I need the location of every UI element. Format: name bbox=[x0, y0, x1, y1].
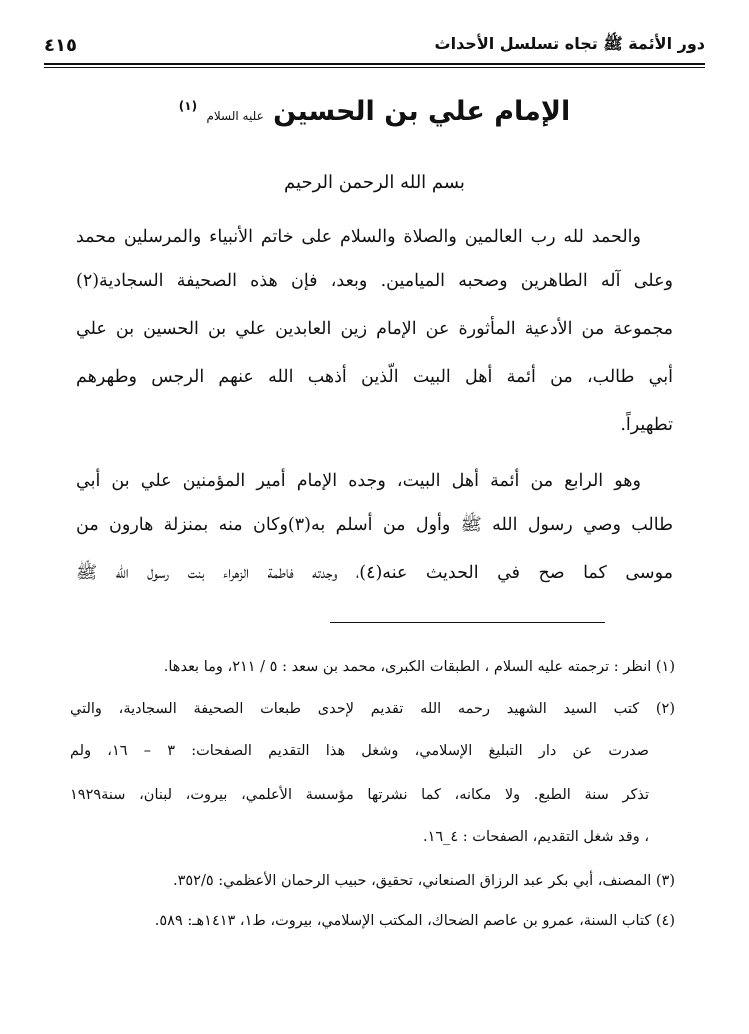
header-rule-thin bbox=[44, 67, 705, 68]
page-header bbox=[44, 30, 705, 60]
body-line: أبي طالب، من أئمة أهل البيت الّذين أذهب الله عنهم الرجس وطهرهم bbox=[76, 367, 673, 387]
footnote-separator bbox=[330, 622, 605, 623]
body-line: وهو الرابع من أئمة أهل البيت، وجده الإمام أمير المؤمنين علي بن أبي bbox=[76, 471, 641, 491]
footnote-line: (٤) كتاب السنة، عمرو بن عاصم الضحاك، المكتب الإسلامي، بيروت، ط١، ١٤١٣هـ: ٥٨٩. bbox=[154, 913, 675, 929]
chapter-honorific: عليه السلام bbox=[206, 109, 264, 123]
body-line: والحمد لله رب العالمين والصلاة والسلام على خاتم الأنبياء والمرسلين محمد bbox=[76, 227, 641, 247]
body-line: تطهيراً. bbox=[620, 415, 673, 435]
body-line: موسى كما صح في الحديث عنه(٤)، وجدته فاطمة الزهراء بنت رسول الله ﷺ bbox=[76, 563, 674, 583]
header-rule bbox=[44, 63, 705, 65]
footnote-line: صدرت عن دار التبليغ الإسلامي، وشغل هذا التقديم الصفحات: ٣ – ١٦، ولم bbox=[70, 743, 649, 759]
footnote-line: ، وقد شغل التقديم، الصفحات : ٤_١٦. bbox=[422, 829, 649, 845]
body-line: طالب وصي رسول الله ﷺ وأول من أسلم به(٣)وكان منه بمنزلة هارون من bbox=[76, 515, 673, 535]
chapter-title bbox=[40, 96, 709, 127]
basmala: بسم الله الرحمن الرحيم bbox=[284, 172, 465, 193]
footnote-line: (٣) المصنف، أبي بكر عبد الرزاق الصنعاني، تحقيق، حبيب الرحمان الأعظمي: ٣٥٢/٥. bbox=[172, 873, 675, 889]
footnote-line: (٢) كتب السيد الشهيد رحمه الله تقديم لإحدى طبعات الصحيفة السجادية، والتي bbox=[70, 701, 675, 717]
chapter-footnote-ref: (١) bbox=[178, 99, 198, 113]
body-line: وعلى آله الطاهرين وصحبه الميامين. وبعد، فإن هذه الصحيفة السجادية(٢) bbox=[76, 271, 673, 291]
running-title: دور الأئمة ﷺ تجاه تسلسل الأحداث bbox=[434, 33, 705, 53]
footnote-line: (١) انظر : ترجمته عليه السلام ، الطبقات الكبرى، محمد بن سعد : ٥ / ٢١١، وما بعدها. bbox=[163, 659, 675, 675]
body-line: مجموعة من الأدعية المأثورة عن الإمام زين العابدين علي بن الحسين بن علي bbox=[76, 319, 673, 339]
chapter-title-text: الإمام علي بن الحسين bbox=[273, 96, 571, 127]
footnote-line: تذكر سنة الطبع. ولا مكانه، كما نشرتها مؤسسة الأعلمي، بيروت، لبنان، سنة١٩٢٩ bbox=[70, 787, 649, 803]
page-number: ٤١٥ bbox=[44, 34, 77, 56]
